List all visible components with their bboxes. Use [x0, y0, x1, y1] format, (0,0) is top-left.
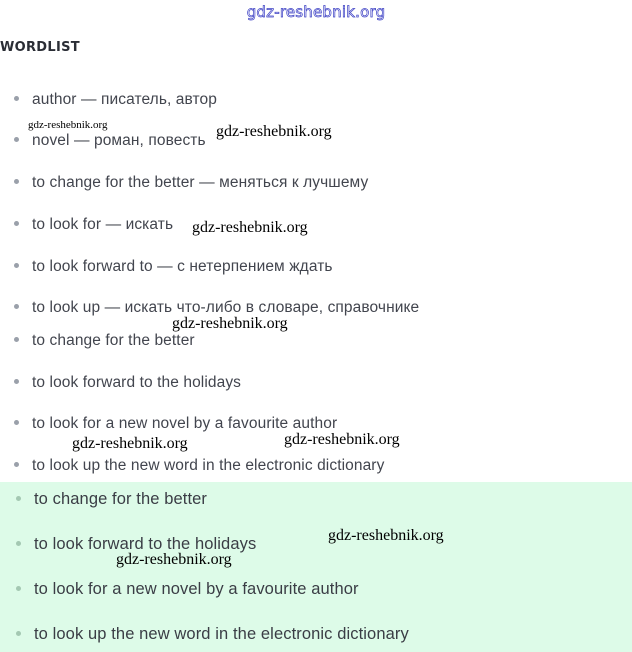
- bullet-icon: [14, 420, 19, 425]
- list-item-text: to look for a new novel by a favourite author: [32, 415, 338, 432]
- highlighted-item-text: to look up the new word in the electronic dictionary: [34, 625, 409, 643]
- watermark: gdz-reshebnik.org: [216, 123, 332, 140]
- bullet-icon: [14, 337, 19, 342]
- list-item: [14, 174, 368, 192]
- list-item-text: to look forward to the holidays: [32, 374, 242, 391]
- highlighted-examples: [0, 482, 632, 652]
- list-item: [14, 332, 195, 350]
- watermark: gdz-reshebnik.org: [172, 315, 288, 332]
- list-item: [14, 132, 206, 150]
- bullet-icon: [14, 379, 19, 384]
- list-item-text: to look up the new word in the electronic dictionary: [32, 457, 385, 474]
- bullet-icon: [16, 586, 21, 591]
- watermark-top: gdz-reshebnik.org: [246, 3, 386, 21]
- list-item: [14, 258, 333, 276]
- watermark: gdz-reshebnik.org: [328, 527, 444, 544]
- bullet-icon: [16, 496, 21, 501]
- bullet-icon: [14, 304, 19, 309]
- watermark: gdz-reshebnik.org: [72, 435, 188, 452]
- list-item: [14, 374, 241, 392]
- list-item-text: to look for — искать: [32, 216, 174, 233]
- list-item-text: to change for the better: [32, 332, 195, 349]
- bullet-icon: [14, 96, 19, 101]
- highlighted-item: [16, 580, 359, 599]
- list-item-text: author — писатель, автор: [32, 91, 217, 108]
- watermark: gdz-reshebnik.org: [28, 119, 108, 131]
- bullet-icon: [14, 263, 19, 268]
- highlighted-item-text: to look for a new novel by a favourite author: [34, 580, 359, 598]
- highlighted-item-text: to change for the better: [34, 490, 208, 508]
- list-item-text: novel — роман, повесть: [32, 132, 206, 149]
- bullet-icon: [16, 631, 21, 636]
- highlighted-item: [16, 490, 207, 509]
- list-item-text: to look up — искать что-либо в словаре, справочнике: [32, 299, 420, 316]
- watermark: gdz-reshebnik.org: [116, 551, 232, 568]
- wordlist-title: WORDLIST: [0, 40, 80, 55]
- bullet-icon: [14, 137, 19, 142]
- list-item: [14, 216, 173, 234]
- list-item-text: to change for the better — меняться к лучшему: [32, 174, 369, 191]
- highlighted-item: [16, 625, 409, 644]
- watermark: gdz-reshebnik.org: [284, 431, 400, 448]
- bullet-icon: [14, 462, 19, 467]
- highlighted-item-text: to look forward to the holidays: [34, 535, 257, 553]
- list-item-text: to look forward to — с нетерпением ждать: [32, 258, 333, 275]
- watermark: gdz-reshebnik.org: [192, 219, 308, 236]
- list-item: [14, 91, 217, 109]
- list-item: [14, 457, 384, 475]
- bullet-icon: [16, 541, 21, 546]
- bullet-icon: [14, 221, 19, 226]
- bullet-icon: [14, 179, 19, 184]
